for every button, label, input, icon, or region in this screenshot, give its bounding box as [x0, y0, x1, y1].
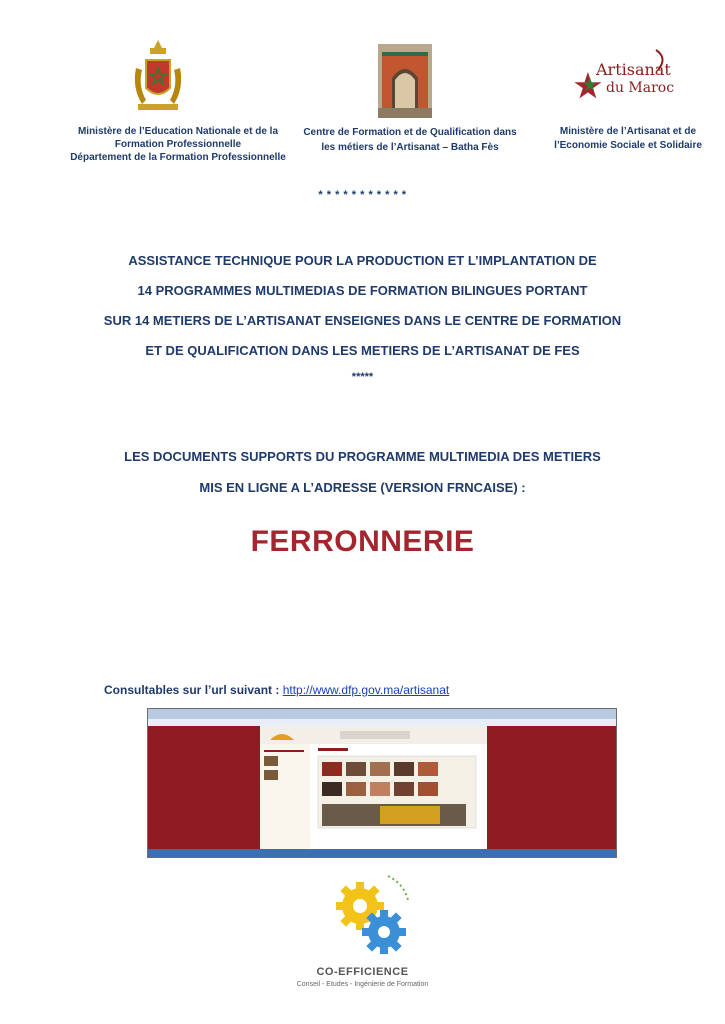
screenshot-menubar — [148, 719, 616, 726]
screenshot-webpage — [260, 726, 487, 849]
url-line — [104, 683, 449, 697]
title-stars: ***** — [351, 371, 374, 383]
separator-stars: * * * * * * * * * * * — [318, 189, 407, 201]
trade-title: FERRONNERIE — [250, 525, 475, 558]
ministry-education-block — [62, 125, 294, 164]
subtitle-line-2: MIS EN LIGNE A L’ADRESSE (VERSION FRNCAISE) : — [199, 480, 526, 495]
ministry-education-line3: Département de la Formation Professionnelle — [70, 152, 286, 163]
website-screenshot — [147, 708, 617, 858]
screenshot-taskbar — [148, 849, 616, 857]
training-centre-line2: les métiers de l’Artisanat – Batha Fès — [321, 142, 499, 153]
training-centre-line1: Centre de Formation et de Qualification dans — [303, 127, 517, 138]
royal-emblem-logo — [128, 38, 188, 116]
footer-tagline: Conseil - Etudes - Ingénierie de Formation — [296, 981, 429, 988]
url-label: Consultables sur l’url suivant : — [104, 683, 283, 697]
subtitle-line-1: LES DOCUMENTS SUPPORTS DU PROGRAMME MULTIMEDIA DES METIERS — [124, 449, 601, 464]
ministry-education-line1: Ministère de l’Education Nationale et de la — [77, 126, 279, 137]
artisanat-url-link[interactable]: http://www.dfp.gov.ma/artisanat — [282, 683, 450, 697]
title-line-1: ASSISTANCE TECHNIQUE POUR LA PRODUCTION ET L’IMPLANTATION DE — [128, 253, 597, 268]
batha-gate-photo — [378, 44, 432, 118]
title-line-2: 14 PROGRAMMES MULTIMEDIAS DE FORMATION BILINGUES PORTANT — [137, 283, 588, 298]
ministry-artisanat-line2: l’Economie Sociale et Solidaire — [554, 140, 702, 151]
ministry-education-line2: Formation Professionnelle — [114, 139, 242, 150]
training-centre-block — [296, 125, 524, 155]
ministry-artisanat-line1: Ministère de l’Artisanat et de — [559, 126, 697, 137]
title-line-3: SUR 14 METIERS DE L’ARTISANAT ENSEIGNES DANS LE CENTRE DE FORMATION — [103, 313, 622, 328]
screenshot-titlebar — [148, 709, 616, 719]
title-line-4: ET DE QUALIFICATION DANS LES METIERS DE L’ARTISANAT DE FES — [145, 343, 580, 358]
footer-brand: CO-EFFICIENCE — [316, 966, 409, 978]
ministry-artisanat-block — [540, 125, 716, 153]
logo-text-artisanat: Artisanat — [596, 60, 671, 79]
gears-logo-icon — [330, 870, 414, 958]
logo-text-du-maroc: du Maroc — [606, 80, 675, 96]
